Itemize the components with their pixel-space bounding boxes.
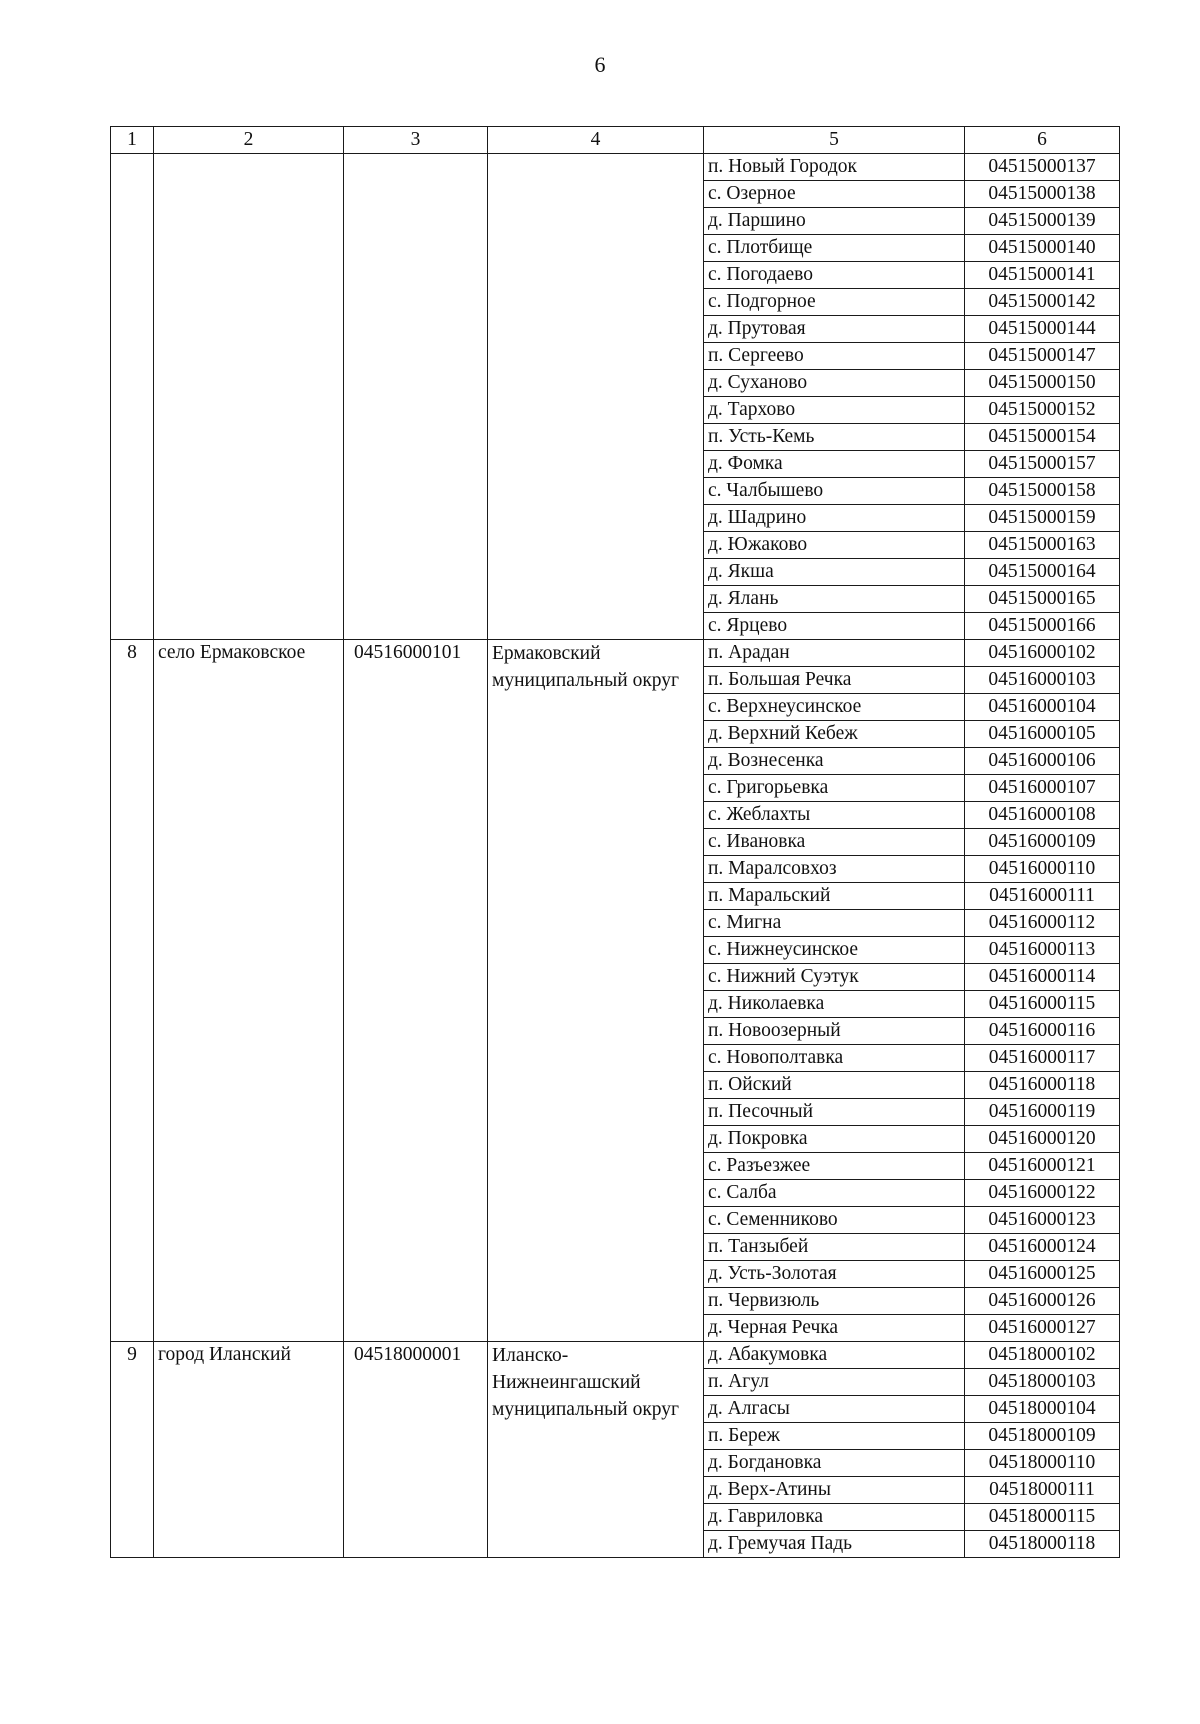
settlement-oktmo-code: 04516000112 (965, 910, 1120, 937)
column-header: 5 (704, 127, 965, 154)
settlement-oktmo-code: 04516000109 (965, 829, 1120, 856)
settlement-oktmo-code: 04518000111 (965, 1477, 1120, 1504)
settlement-oktmo-code: 04515000164 (965, 559, 1120, 586)
settlement-name: с. Верхнеусинское (704, 694, 965, 721)
settlement-oktmo-code: 04516000123 (965, 1207, 1120, 1234)
column-header: 6 (965, 127, 1120, 154)
settlement-name: п. Новый Городок (704, 154, 965, 181)
settlement-name: с. Озерное (704, 181, 965, 208)
settlement-oktmo-code: 04515000166 (965, 613, 1120, 640)
settlement-name: с. Разъезжее (704, 1153, 965, 1180)
settlement-oktmo-code: 04518000102 (965, 1342, 1120, 1369)
table-row (111, 154, 1120, 181)
settlement-oktmo-code: 04516000125 (965, 1261, 1120, 1288)
settlement-oktmo-code: 04516000102 (965, 640, 1120, 667)
center-oktmo-code (344, 154, 488, 640)
settlement-name: с. Чалбышево (704, 478, 965, 505)
settlement-oktmo-code: 04516000116 (965, 1018, 1120, 1045)
settlement-name: д. Верхний Кебеж (704, 721, 965, 748)
settlement-oktmo-code: 04518000109 (965, 1423, 1120, 1450)
settlement-name: п. Маральский (704, 883, 965, 910)
settlement-name: д. Суханово (704, 370, 965, 397)
settlement-oktmo-code: 04515000150 (965, 370, 1120, 397)
settlement-name: п. Танзыбей (704, 1234, 965, 1261)
settlement-name: п. Песочный (704, 1099, 965, 1126)
settlement-name: п. Береж (704, 1423, 965, 1450)
settlement-name: д. Ялань (704, 586, 965, 613)
settlement-oktmo-code: 04515000138 (965, 181, 1120, 208)
settlement-name: д. Тархово (704, 397, 965, 424)
group-number: 9 (111, 1342, 154, 1558)
settlement-name: с. Григорьевка (704, 775, 965, 802)
settlement-oktmo-code: 04515000140 (965, 235, 1120, 262)
settlement-oktmo-code: 04516000114 (965, 964, 1120, 991)
settlement-oktmo-code: 04516000110 (965, 856, 1120, 883)
settlement-name: д. Гавриловка (704, 1504, 965, 1531)
column-header: 2 (154, 127, 344, 154)
table-row (111, 1342, 1120, 1369)
settlement-oktmo-code: 04515000154 (965, 424, 1120, 451)
settlement-oktmo-code: 04516000111 (965, 883, 1120, 910)
settlement-name: д. Фомка (704, 451, 965, 478)
settlement-name: д. Паршино (704, 208, 965, 235)
settlement-name: с. Салба (704, 1180, 965, 1207)
settlement-name: д. Вознесенка (704, 748, 965, 775)
settlement-oktmo-code: 04515000147 (965, 343, 1120, 370)
settlement-name: п. Арадан (704, 640, 965, 667)
settlement-oktmo-code: 04516000103 (965, 667, 1120, 694)
settlement-name: д. Южаково (704, 532, 965, 559)
settlement-oktmo-code: 04515000152 (965, 397, 1120, 424)
column-header: 1 (111, 127, 154, 154)
municipality-center: город Иланский (154, 1342, 344, 1558)
settlement-name: д. Богдановка (704, 1450, 965, 1477)
settlement-name: д. Шадрино (704, 505, 965, 532)
settlement-name: с. Погодаево (704, 262, 965, 289)
settlement-oktmo-code: 04518000118 (965, 1531, 1120, 1558)
settlement-name: д. Прутовая (704, 316, 965, 343)
settlement-oktmo-code: 04515000141 (965, 262, 1120, 289)
settlement-name: с. Плотбище (704, 235, 965, 262)
settlement-oktmo-code: 04516000105 (965, 721, 1120, 748)
settlement-oktmo-code: 04515000165 (965, 586, 1120, 613)
settlement-oktmo-code: 04516000124 (965, 1234, 1120, 1261)
settlement-name: п. Большая Речка (704, 667, 965, 694)
settlement-oktmo-code: 04518000104 (965, 1396, 1120, 1423)
settlement-oktmo-code: 04515000163 (965, 532, 1120, 559)
municipality-center: село Ермаковское (154, 640, 344, 1342)
settlement-oktmo-code: 04516000104 (965, 694, 1120, 721)
settlement-name: с. Ивановка (704, 829, 965, 856)
settlement-name: п. Усть-Кемь (704, 424, 965, 451)
table-header-row (111, 127, 1120, 154)
settlement-oktmo-code: 04518000103 (965, 1369, 1120, 1396)
settlement-name: п. Новоозерный (704, 1018, 965, 1045)
column-header: 3 (344, 127, 488, 154)
settlement-oktmo-code: 04516000127 (965, 1315, 1120, 1342)
settlement-name: д. Усть-Золотая (704, 1261, 965, 1288)
settlement-oktmo-code: 04518000110 (965, 1450, 1120, 1477)
settlement-name: п. Агул (704, 1369, 965, 1396)
settlement-name: д. Покровка (704, 1126, 965, 1153)
municipal-district: Ермаковский муниципальный округ (488, 640, 704, 1342)
settlement-oktmo-code: 04516000121 (965, 1153, 1120, 1180)
settlement-oktmo-code: 04518000115 (965, 1504, 1120, 1531)
settlement-oktmo-code: 04515000142 (965, 289, 1120, 316)
settlement-oktmo-code: 04515000139 (965, 208, 1120, 235)
settlement-oktmo-code: 04516000107 (965, 775, 1120, 802)
center-oktmo-code: 04518000001 (344, 1342, 488, 1558)
center-oktmo-code: 04516000101 (344, 640, 488, 1342)
settlement-name: д. Верх-Атины (704, 1477, 965, 1504)
settlement-name: с. Жеблахты (704, 802, 965, 829)
settlement-oktmo-code: 04515000157 (965, 451, 1120, 478)
settlement-oktmo-code: 04516000118 (965, 1072, 1120, 1099)
settlement-name: п. Червизюль (704, 1288, 965, 1315)
settlement-oktmo-code: 04516000108 (965, 802, 1120, 829)
settlement-name: д. Гремучая Падь (704, 1531, 965, 1558)
settlement-name: д. Алгасы (704, 1396, 965, 1423)
settlement-name: п. Маралсовхоз (704, 856, 965, 883)
settlement-name: д. Абакумовка (704, 1342, 965, 1369)
municipal-district (488, 154, 704, 640)
group-number: 8 (111, 640, 154, 1342)
group-number (111, 154, 154, 640)
column-header: 4 (488, 127, 704, 154)
settlement-oktmo-code: 04515000159 (965, 505, 1120, 532)
settlement-name: д. Николаевка (704, 991, 965, 1018)
table-body (111, 154, 1120, 1558)
settlement-name: с. Семенниково (704, 1207, 965, 1234)
settlement-oktmo-code: 04515000158 (965, 478, 1120, 505)
settlement-name: д. Черная Речка (704, 1315, 965, 1342)
settlement-oktmo-code: 04516000122 (965, 1180, 1120, 1207)
settlement-name: п. Ойский (704, 1072, 965, 1099)
settlement-oktmo-code: 04516000106 (965, 748, 1120, 775)
settlements-table (110, 126, 1120, 1558)
settlement-name: с. Нижнеусинское (704, 937, 965, 964)
settlement-oktmo-code: 04516000119 (965, 1099, 1120, 1126)
settlement-name: д. Якша (704, 559, 965, 586)
settlement-oktmo-code: 04516000115 (965, 991, 1120, 1018)
settlement-oktmo-code: 04516000113 (965, 937, 1120, 964)
page-number: 6 (594, 52, 606, 77)
settlement-name: с. Мигна (704, 910, 965, 937)
settlement-oktmo-code: 04515000144 (965, 316, 1120, 343)
settlement-name: п. Сергеево (704, 343, 965, 370)
settlement-oktmo-code: 04516000117 (965, 1045, 1120, 1072)
settlement-oktmo-code: 04516000120 (965, 1126, 1120, 1153)
municipal-district: Иланско-Нижнеингашский муниципальный округ (488, 1342, 704, 1558)
settlement-name: с. Подгорное (704, 289, 965, 316)
settlement-name: с. Нижний Суэтук (704, 964, 965, 991)
municipality-center (154, 154, 344, 640)
settlement-oktmo-code: 04515000137 (965, 154, 1120, 181)
settlement-name: с. Ярцево (704, 613, 965, 640)
settlement-oktmo-code: 04516000126 (965, 1288, 1120, 1315)
table-row (111, 640, 1120, 667)
settlement-name: с. Новополтавка (704, 1045, 965, 1072)
